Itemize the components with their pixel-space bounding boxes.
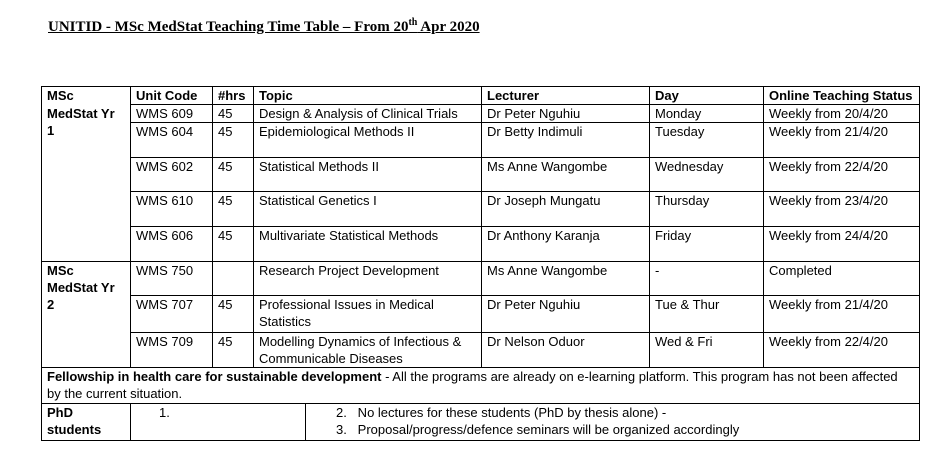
topic: Research Project Development: [254, 262, 482, 296]
status: Weekly from 24/4/20: [764, 227, 920, 262]
table-row: [42, 123, 920, 158]
status: Weekly from 23/4/20: [764, 192, 920, 227]
header-cell: Unit Code: [131, 87, 213, 105]
day: Tuesday: [650, 123, 764, 158]
day: Monday: [650, 105, 764, 123]
phd-notes: [131, 404, 920, 441]
unit-code: WMS 604: [131, 123, 213, 158]
lecturer: Dr Peter Nguhiu: [482, 105, 650, 123]
header-cell: Topic: [254, 87, 482, 105]
phd-label: PhD students: [42, 404, 131, 441]
topic: Professional Issues in Medical Statistics: [254, 296, 482, 333]
hours: 45: [213, 333, 254, 368]
table-row: [42, 333, 920, 368]
table-row: [42, 105, 920, 123]
table-row: [42, 158, 920, 192]
table-row: [42, 227, 920, 262]
header-cell: Lecturer: [482, 87, 650, 105]
header-cell: Online Teaching Status: [764, 87, 920, 105]
day: Tue & Thur: [650, 296, 764, 333]
table-row: [42, 262, 920, 296]
phd-item-2: 2. No lectures for these students (PhD by thesis alone) -: [336, 405, 667, 420]
table-row: [42, 296, 920, 333]
hours: [213, 262, 254, 296]
day: Wednesday: [650, 158, 764, 192]
hours: 45: [213, 158, 254, 192]
topic: Statistical Methods II: [254, 158, 482, 192]
unit-code: WMS 610: [131, 192, 213, 227]
day: Wed & Fri: [650, 333, 764, 368]
document-title: UNITID - MSc MedStat Teaching Time Table – From 20th Apr 2020: [48, 17, 480, 35]
table-header-row: [42, 87, 920, 105]
unit-code: WMS 750: [131, 262, 213, 296]
hours: 45: [213, 296, 254, 333]
hours: 45: [213, 192, 254, 227]
unit-code: WMS 707: [131, 296, 213, 333]
topic: Multivariate Statistical Methods: [254, 227, 482, 262]
group-label-yr2: MSc MedStat Yr 2: [42, 262, 131, 368]
day: -: [650, 262, 764, 296]
fellowship-row: [42, 368, 920, 404]
header-cell: #hrs: [213, 87, 254, 105]
status: Weekly from 22/4/20: [764, 333, 920, 368]
status: Weekly from 21/4/20: [764, 123, 920, 158]
lecturer: Ms Anne Wangombe: [482, 158, 650, 192]
lecturer: Dr Joseph Mungatu: [482, 192, 650, 227]
hours: 45: [213, 227, 254, 262]
hours: 45: [213, 123, 254, 158]
unit-code: WMS 609: [131, 105, 213, 123]
hours: 45: [213, 105, 254, 123]
header-cell: Day: [650, 87, 764, 105]
fellowship-note: Fellowship in health care for sustainable development - All the programs are already on e-learning platform. This program has not been affected by the current situation.: [42, 368, 920, 404]
topic: Epidemiological Methods II: [254, 123, 482, 158]
topic: Modelling Dynamics of Infectious & Communicable Diseases: [254, 333, 482, 368]
lecturer: Ms Anne Wangombe: [482, 262, 650, 296]
lecturer: Dr Anthony Karanja: [482, 227, 650, 262]
unit-code: WMS 602: [131, 158, 213, 192]
phd-item-3: 3. Proposal/progress/defence seminars will be organized accordingly: [336, 422, 740, 437]
day: Thursday: [650, 192, 764, 227]
status: Weekly from 22/4/20: [764, 158, 920, 192]
topic: Statistical Genetics I: [254, 192, 482, 227]
timetable: [41, 86, 920, 441]
phd-item-1: 1.: [131, 404, 306, 440]
topic: Design & Analysis of Clinical Trials: [254, 105, 482, 123]
status: Completed: [764, 262, 920, 296]
table-row: [42, 192, 920, 227]
group-label-yr1: MedStat Yr 1: [42, 105, 131, 262]
unit-code: WMS 709: [131, 333, 213, 368]
phd-row: [42, 404, 920, 441]
lecturer: Dr Betty Indimuli: [482, 123, 650, 158]
day: Friday: [650, 227, 764, 262]
lecturer: Dr Peter Nguhiu: [482, 296, 650, 333]
status: Weekly from 20/4/20: [764, 105, 920, 123]
unit-code: WMS 606: [131, 227, 213, 262]
lecturer: Dr Nelson Oduor: [482, 333, 650, 368]
header-cell: MSc: [42, 87, 131, 105]
status: Weekly from 21/4/20: [764, 296, 920, 333]
